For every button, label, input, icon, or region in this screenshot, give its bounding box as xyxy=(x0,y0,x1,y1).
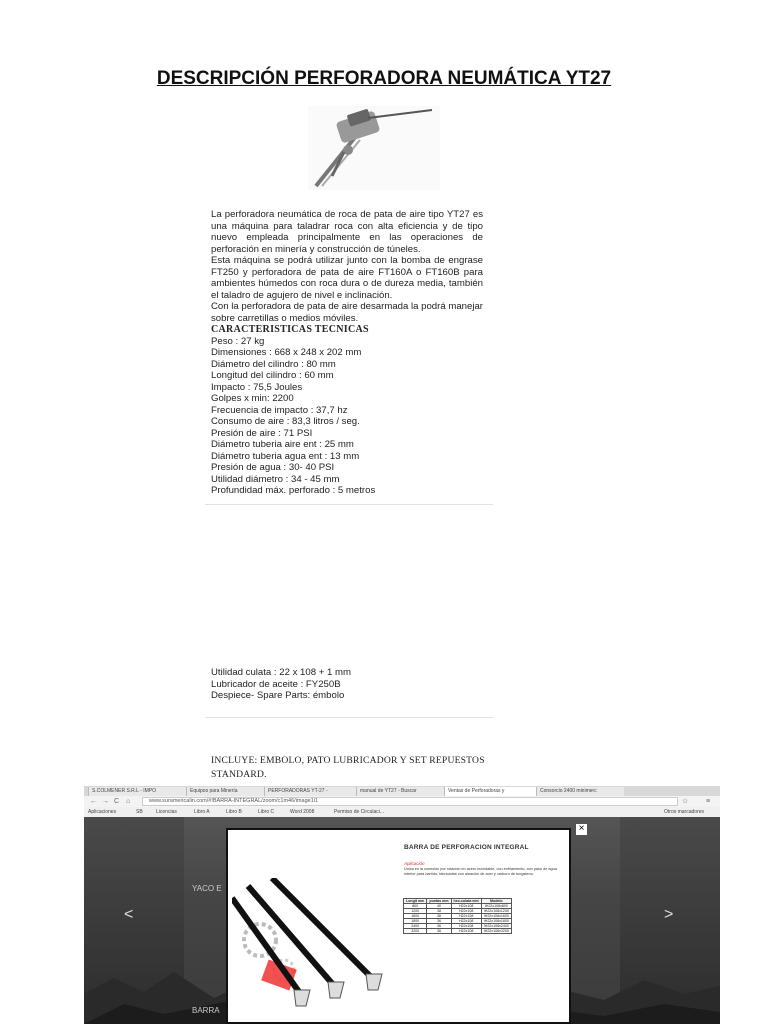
column-header: puntas mm xyxy=(427,899,451,904)
forward-icon[interactable]: → xyxy=(102,798,109,805)
divider xyxy=(205,504,493,505)
intro-paragraph: La perforadora neumática de roca de pata de aire tipo YT27 es una máquina para taladrar roca con alta eficiencia y de tipo nuevo empleada principalmente en las operaciones de perforación en minería y construcción de túneles. xyxy=(211,209,483,255)
spec-line: Utilidad culata : 22 x 108 + 1 mm xyxy=(211,667,351,678)
browser-tab-active[interactable]: Ventas de Perforadoras y xyxy=(444,787,536,796)
spec-line: Presión de aire : 71 PSI xyxy=(211,427,313,439)
table-cell: 1200 xyxy=(404,909,427,914)
bookmark-item[interactable]: Licencias xyxy=(156,809,177,815)
table-cell: 2400 xyxy=(404,924,427,929)
drill-image xyxy=(308,106,440,190)
bookmark-item[interactable]: Libro B xyxy=(226,809,242,815)
lightbox-subtitle: Aplicación xyxy=(404,861,425,866)
spec-line: Presión de agua : 30- 40 PSI xyxy=(211,462,335,473)
divider xyxy=(205,717,493,718)
spec-line: Frecuencia de impacto : 37,7 hz xyxy=(211,404,348,416)
spec-line: Peso : 27 kg xyxy=(211,335,265,347)
browser-tab[interactable]: Equipos para Minería xyxy=(186,787,264,796)
table-cell: H22x108 xyxy=(451,919,481,924)
spec-line: Utilidad diámetro : 34 - 45 mm xyxy=(211,473,340,485)
page-title: DESCRIPCIÓN PERFORADORA NEUMÁTICA YT27 xyxy=(156,68,612,89)
browser-tab[interactable]: Consorcio 2400 minimerc xyxy=(536,787,624,796)
menu-icon[interactable]: ≡ xyxy=(706,798,711,805)
table-cell: 36 xyxy=(427,924,451,929)
bookmark-item[interactable]: Word 2008 xyxy=(290,809,315,815)
home-icon[interactable]: ⌂ xyxy=(126,798,131,805)
spec-line: Diámetro del cilindro : 80 mm xyxy=(211,358,336,370)
carousel-next-icon[interactable]: > xyxy=(664,906,674,923)
table-cell: IH22x108x3200 xyxy=(481,929,511,934)
table-cell: 36 xyxy=(427,919,451,924)
carousel-prev-icon[interactable]: < xyxy=(124,906,134,923)
background-label: YACO E xyxy=(192,884,222,893)
table-cell: IH22x108x1600 xyxy=(481,914,511,919)
bookmark-item[interactable]: Permiso de Circulaci... xyxy=(334,809,385,815)
extra-specs xyxy=(211,667,351,702)
specs-heading: CARACTERISTICAS TECNICAS xyxy=(211,324,369,335)
column-header: hex-culata mm xyxy=(451,899,481,904)
url-input[interactable]: www.suramericalin.com/#!BARRA-INTEGRAL/zoom/c1m46/image1i1 xyxy=(142,797,678,806)
browser-tab[interactable]: S.COLMENER S.R.L - IMPO xyxy=(88,787,186,796)
spec-line: Longitud del cilindro : 60 mm xyxy=(211,370,334,381)
bookmark-item[interactable]: Libro A xyxy=(194,809,210,815)
table-header-row xyxy=(404,899,512,904)
tab-strip xyxy=(84,786,720,796)
reload-icon[interactable]: C xyxy=(114,798,120,805)
column-header: Modelo xyxy=(481,899,511,904)
intro-paragraph: Esta máquina se podrá utilizar junto con la bomba de engrase FT250 y perforadora de pata de aire FT160A o FT160B para ambientes húmedos con roca dura o de dureza media, también el taladro de agujero de nivel e inclinación. xyxy=(211,255,483,301)
table-cell: H22x108 xyxy=(451,924,481,929)
rod-spec-table xyxy=(403,898,512,934)
spec-line: Diámetro tuberia aire ent : 25 mm xyxy=(211,439,354,450)
table-cell: H22x108 xyxy=(451,904,481,909)
browser-tab[interactable]: manual de YT27 - Buscar xyxy=(356,787,444,796)
table-row xyxy=(404,929,512,934)
spec-line: Despiece- Spare Parts: émbolo xyxy=(211,690,345,701)
lightbox-description: Única en la conexión por rotación en acero inoxidable, con enfriamiento, con paso de agua interior para barrido, fabricadas con aleación de acer y carburo de tungsteno. xyxy=(404,867,557,876)
table-cell: 800 xyxy=(404,904,427,909)
close-icon[interactable]: × xyxy=(576,824,587,835)
star-icon[interactable]: ☆ xyxy=(682,798,689,805)
table-cell: 36 xyxy=(427,914,451,919)
address-bar-row xyxy=(84,796,720,807)
bookmark-item[interactable]: Aplicaciones xyxy=(88,809,117,815)
bookmark-item[interactable]: Otros marcadores xyxy=(664,809,705,815)
table-cell: 1800 xyxy=(404,919,427,924)
browser-screenshot xyxy=(84,786,720,1024)
table-cell: 40 xyxy=(427,904,451,909)
table-cell: IH22x108x800 xyxy=(481,904,511,909)
table-cell: H22x108 xyxy=(451,929,481,934)
table-cell: 3200 xyxy=(404,929,427,934)
spec-line: Lubricador de aceite : FY250B xyxy=(211,678,341,690)
table-cell: H22x108 xyxy=(451,914,481,919)
table-cell: 36 xyxy=(427,929,451,934)
spec-line: Consumo de aire : 83,3 litros / seg. xyxy=(211,416,360,427)
description-block xyxy=(211,209,483,497)
table-cell: IH22x108x1800 xyxy=(481,919,511,924)
bookmark-item[interactable]: SB xyxy=(136,809,143,815)
bookmark-item[interactable]: Libro C xyxy=(258,809,275,815)
spec-line: Golpes x min: 2200 xyxy=(211,393,294,404)
spec-line: Diámetro tuberia agua ent : 13 mm xyxy=(211,450,360,462)
spec-line: Dimensiones : 668 x 248 x 202 mm xyxy=(211,347,362,358)
background-label: BARRA xyxy=(192,1006,220,1015)
table-cell: 38 xyxy=(427,909,451,914)
column-header: Longit mm xyxy=(404,899,427,904)
table-cell: IH22x108x2400 xyxy=(481,924,511,929)
table-cell: IH22x108x1200 xyxy=(481,909,511,914)
image-lightbox xyxy=(226,828,571,1024)
table-cell: 1600 xyxy=(404,914,427,919)
includes-text: INCLUYE: EMBOLO, PATO LUBRICADOR Y SET REPUESTOS STANDARD. xyxy=(211,755,485,780)
table-cell: H22x108 xyxy=(451,909,481,914)
lightbox-title: BARRA DE PERFORACION INTEGRAL xyxy=(404,844,529,851)
spec-line: Impacto : 75,5 Joules xyxy=(211,381,303,393)
drill-rods-image xyxy=(232,878,402,1018)
spec-line: Profundidad máx. perforado : 5 metros xyxy=(211,485,376,496)
browser-tab[interactable]: PERFORADORAS YT-27 - xyxy=(264,787,356,796)
intro-paragraph: Con la perforadora de pata de aire desarmada la podrá manejar sobre carretillas o medios móviles. xyxy=(211,301,483,324)
back-icon[interactable]: ← xyxy=(90,798,97,805)
